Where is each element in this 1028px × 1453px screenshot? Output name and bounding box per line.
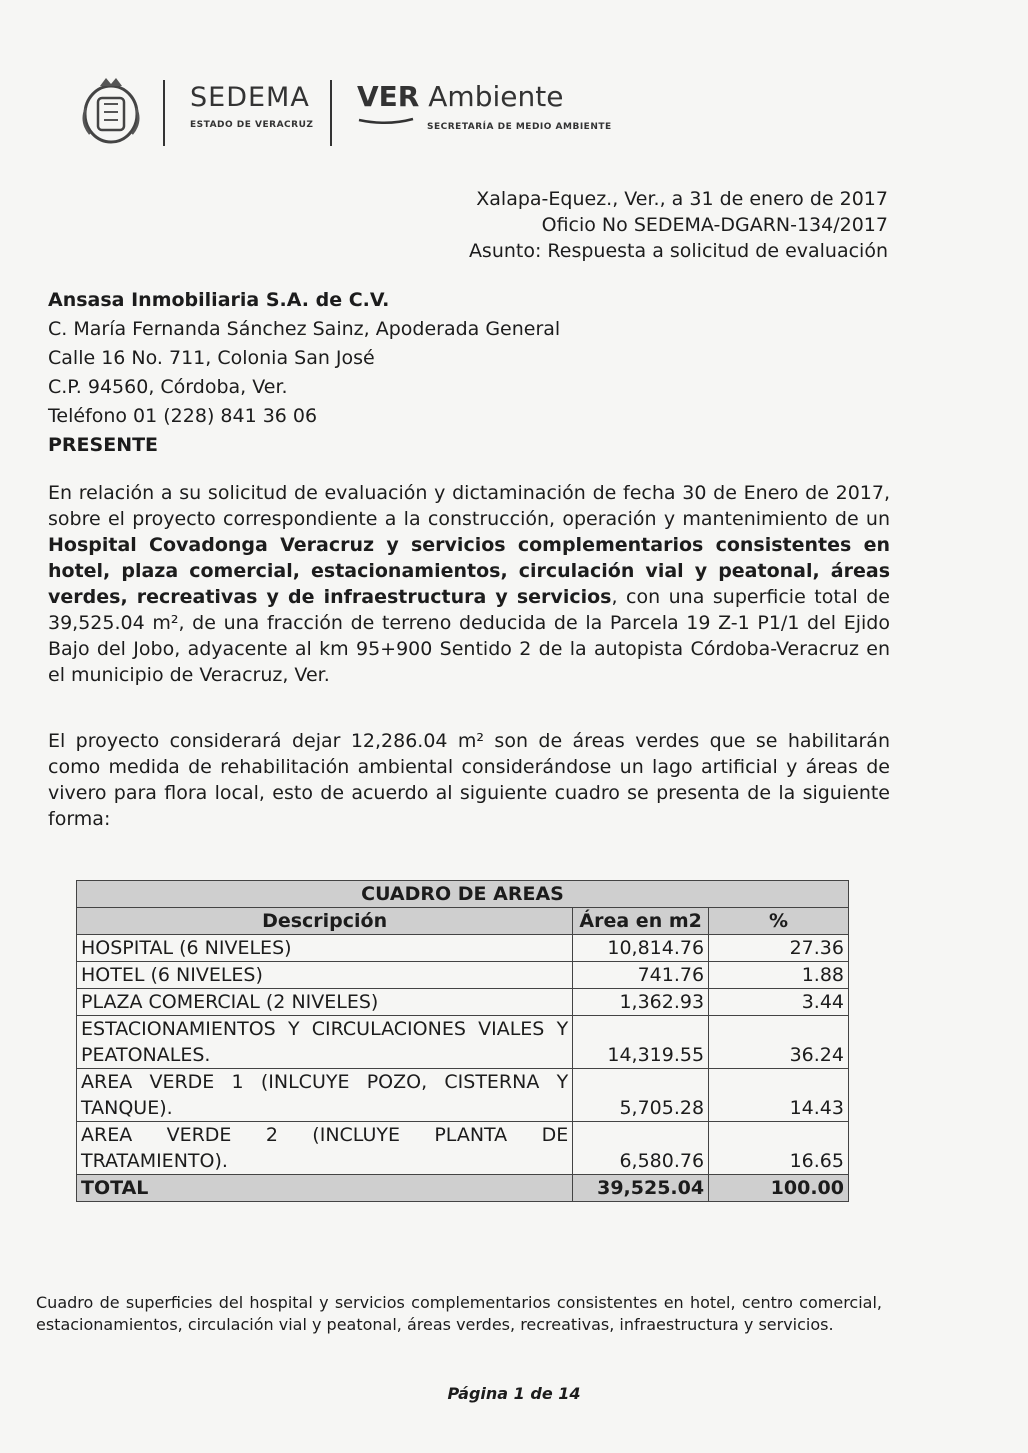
col-header-area: Área en m2	[573, 908, 709, 935]
total-area: 39,525.04	[573, 1175, 709, 1202]
table-total-row	[77, 1175, 849, 1202]
recipient-phone: Teléfono 01 (228) 841 36 06	[48, 405, 318, 427]
table-row: HOTEL (6 NIVELES) 741.76 1.88	[77, 962, 849, 989]
salutation: PRESENTE	[48, 434, 159, 456]
table-row: AREA VERDE 1 (INLCUYE POZO, CISTERNA Y TANQUE). 5,705.28 14.43	[77, 1069, 849, 1122]
table-row: AREA VERDE 2 (INCLUYE PLANTA DE TRATAMIENTO). 6,580.76 16.65	[77, 1122, 849, 1175]
recipient-contact: C. María Fernanda Sánchez Sainz, Apoderada General	[48, 318, 561, 340]
col-header-description: Descripción	[77, 908, 573, 935]
table-row: ESTACIONAMIENTOS Y CIRCULACIONES VIALES Y PEATONALES. 14,319.55 36.24	[77, 1016, 849, 1069]
paragraph-1: En relación a su solicitud de evaluación y dictaminación de fecha 30 de Enero de 2017, sobre el proyecto correspondiente a la construcción, operación y mantenimiento de un Hospital Covadonga Veracruz y servicios complementarios consistentes en hotel, plaza comercial, estacionamientos, circulación vial y peatonal, áreas verdes, recreativas y de infraestructura y servicios, con una superficie total de 39,525.04 m², de una fracción de terreno deducida de la Parcela 19 Z-1 P1/1 del Ejido Bajo del Jobo, adyacente al km 95+900 Sentido 2 de la autopista Córdoba-Veracruz en el municipio de Veracruz, Ver.	[48, 482, 890, 686]
asunto: Asunto: Respuesta a solicitud de evaluación	[468, 240, 888, 262]
recipient-address-2: C.P. 94560, Córdoba, Ver.	[48, 376, 288, 398]
state-seal-logo	[78, 74, 144, 146]
table-row: PLAZA COMERCIAL (2 NIVELES) 1,362.93 3.44	[77, 989, 849, 1016]
ver-swoosh-logo	[357, 117, 415, 127]
table-title: CUADRO DE AREAS	[77, 881, 849, 908]
place-date: Xalapa-Equez., Ver., a 31 de enero de 2017	[476, 188, 888, 210]
ver-ambiente-name: VER Ambiente	[357, 80, 564, 113]
recipient-company: Ansasa Inmobiliaria S.A. de C.V.	[48, 289, 390, 311]
document-meta	[469, 186, 888, 264]
project-name: Hospital Covadonga Veracruz y servicios complementarios consistentes en hotel, plaza comercial, estacionamientos, circulación vial y peatonal, áreas verdes, recreativas y de infraestructura y servicios	[48, 534, 890, 608]
recipient-block	[48, 286, 560, 460]
col-header-percent: %	[709, 908, 849, 935]
sedema-subtitle: ESTADO DE VERACRUZ	[190, 120, 314, 130]
oficio-number: Oficio No SEDEMA-DGARN-134/2017	[541, 214, 888, 236]
recipient-address-1: Calle 16 No. 711, Colonia San José	[48, 347, 375, 369]
ver-ambiente-subtitle: SECRETARÍA DE MEDIO AMBIENTE	[427, 122, 612, 132]
table-caption: Cuadro de superficies del hospital y servicios complementarios consistentes en hotel, centro comercial, estacionamientos, circulación vial y peatonal, áreas verdes, recreativas, infraestructura y servicios.	[36, 1293, 882, 1334]
total-percent: 100.00	[709, 1175, 849, 1202]
total-label: TOTAL	[77, 1175, 573, 1202]
header-divider-2	[330, 80, 332, 146]
sedema-name: SEDEMA	[190, 82, 310, 113]
paragraph-2: El proyecto considerará dejar 12,286.04 m² son de áreas verdes que se habilitarán como medida de rehabilitación ambiental considerándose un lago artificial y áreas de vivero para flora local, esto de acuerdo al siguiente cuadro se presenta de la siguiente forma:	[48, 730, 890, 830]
table-row: HOSPITAL (6 NIVELES) 10,814.76 27.36	[77, 935, 849, 962]
areas-table	[76, 880, 849, 1202]
page-number: Página 1 de 14	[447, 1384, 581, 1403]
header-divider-1	[163, 80, 165, 146]
